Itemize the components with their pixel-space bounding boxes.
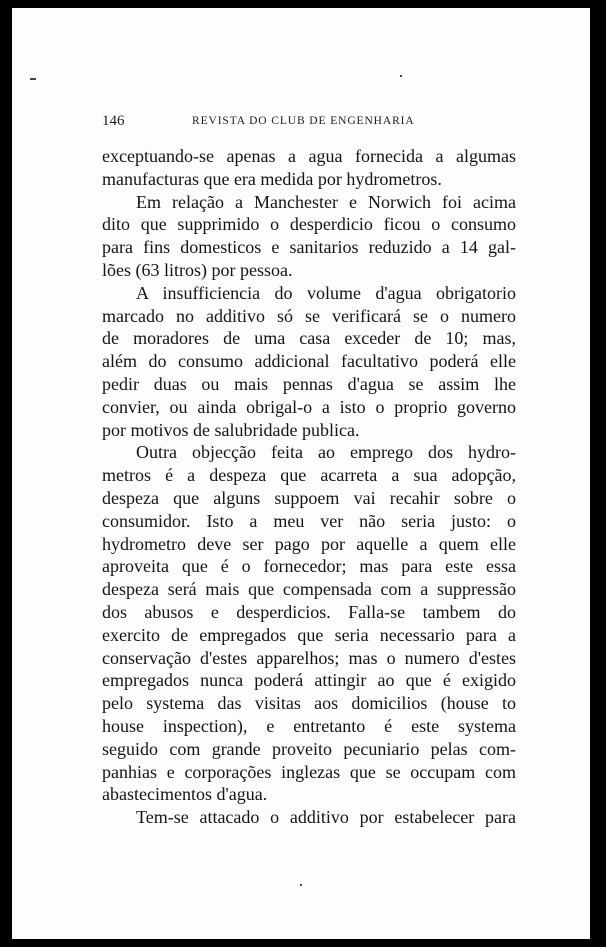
- text-line: lões (63 litros) por pessoa.: [102, 259, 293, 280]
- text-line: hydrometro deve ser pago por aquelle a quem elle: [102, 533, 516, 554]
- text-line: A insufficiencia do volume d'agua obrigatorio: [136, 282, 516, 303]
- text-line: manufacturas que era medida por hydrometros.: [102, 168, 442, 189]
- body-text: [102, 145, 516, 829]
- text-line: dos abusos e desperdicios. Falla-se tambem do: [102, 601, 516, 622]
- page-number: 146: [102, 113, 125, 129]
- text-line: aproveita que é o fornecedor; mas para este essa: [102, 556, 516, 577]
- text-line: além do consumo addicional facultativo poderá elle: [102, 351, 516, 372]
- paragraph: [102, 806, 516, 829]
- paragraph: [102, 282, 516, 442]
- text-line: consumidor. Isto a meu ver não seria justo: o: [102, 510, 516, 531]
- text-line: despeza que alguns suppoem vai recahir sobre o: [102, 487, 516, 508]
- text-line: pelo systema das visitas aos domicilios (house to: [102, 693, 516, 714]
- scan-speck: [400, 75, 402, 77]
- text-line: marcado no additivo só se verificará se o numero: [102, 305, 516, 326]
- text-line: despeza será mais que compensada com a suppressão: [102, 579, 516, 600]
- text-line: Em relação a Manchester e Norwich foi acima: [136, 191, 516, 212]
- text-line: por motivos de salubridade publica.: [102, 419, 360, 440]
- text-line: Outra objecção feita ao emprego dos hydro-: [136, 442, 516, 463]
- text-line: dito que supprimido o desperdicio ficou o consumo: [102, 214, 516, 235]
- paragraph: [102, 145, 516, 191]
- journal-title: REVISTA DO CLUB DE ENGENHARIA: [192, 115, 415, 127]
- text-line: exceptuando-se apenas a agua fornecida a algumas: [102, 146, 516, 166]
- text-line: exercito de empregados que seria necessario para a: [102, 624, 516, 645]
- text-line: convier, ou ainda obrigal-o a isto o proprio governo: [102, 396, 516, 417]
- text-line: pedir duas ou mais pennas d'agua se assim lhe: [102, 373, 516, 394]
- text-line: abastecimentos d'agua.: [102, 784, 268, 805]
- scan-speck: [30, 78, 36, 80]
- text-line: Tem-se attacado o additivo por estabelecer para: [136, 807, 516, 828]
- text-line: panhias e corporações inglezas que se occupam com: [102, 761, 516, 782]
- paragraph: [102, 441, 516, 806]
- scan-speck: [300, 884, 302, 886]
- text-line: empregados nunca poderá attingir ao que é exigido: [102, 670, 516, 691]
- text-line: seguido com grande proveito pecuniario pelas com-: [102, 738, 516, 759]
- text-line: para fins domesticos e sanitarios reduzido a 14 gal-: [102, 237, 516, 258]
- text-line: house inspection), e entretanto é este systema: [102, 715, 516, 736]
- text-line: de moradores de uma casa exceder de 10; mas,: [102, 328, 516, 349]
- text-line: metros é a despeza que acarreta a sua adopção,: [102, 465, 516, 486]
- text-line: conservação d'estes apparelhos; mas o numero d'estes: [102, 647, 516, 668]
- paragraph: [102, 191, 516, 282]
